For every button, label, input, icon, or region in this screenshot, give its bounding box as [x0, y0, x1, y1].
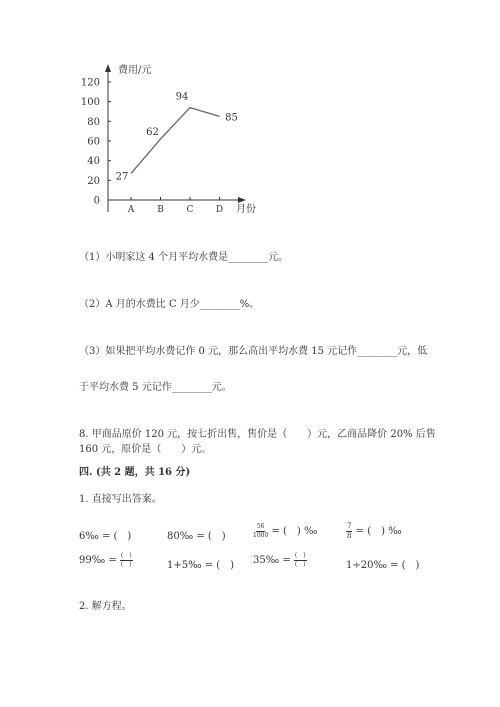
x-axis-label: 月份: [236, 204, 256, 215]
fraction-56-1000: $\frac{56}{1000}$: [253, 523, 269, 539]
question-8-line-1: 8. 甲商品原价 120 元，按七折出售，售价是（ ）元，乙商品降价 20% 后售: [79, 429, 436, 440]
question-3-line-1: （3）如果把平均水费记作 0 元，那么高出平均水费 15 元记作________元，低: [79, 346, 428, 357]
x-tick-label: D: [215, 205, 224, 215]
x-axis-arrow: [238, 197, 246, 203]
x-tick-label: B: [157, 205, 164, 215]
data-label: 85: [225, 112, 238, 124]
series-line: [131, 108, 220, 174]
y-tick-label: 120: [80, 77, 100, 89]
section-4-item-2: 2. 解方程。: [79, 601, 132, 612]
data-label: 27: [115, 171, 129, 183]
y-tick-label: 80: [87, 116, 100, 128]
y-tick-label: 60: [87, 136, 100, 148]
y-tick-label: 20: [87, 175, 100, 187]
section-4-heading: 四. (共 2 题，共 16 分): [79, 467, 191, 478]
answer-99-permille: 99‰ = $\frac{( )}{( )}$: [79, 552, 132, 568]
question-1: （1）小明家这 4 个月平均水费是________元。: [79, 252, 289, 263]
y-axis-arrow: [105, 64, 111, 72]
y-tick-label: 100: [80, 97, 100, 109]
data-label: 62: [146, 127, 159, 139]
fraction-blank-99: $\frac{( )}{( )}$: [120, 552, 132, 568]
data-label: 94: [175, 91, 189, 103]
answer-35-permille: 35‰ = $\frac{( )}{( )}$: [253, 552, 306, 568]
answer-1-div-20-permille: 1÷20‰ = ( ): [346, 560, 420, 571]
question-2: （2）A 月的水费比 C 月少________%。: [79, 299, 260, 310]
answer-fraction-7-8: $\frac{7}{8}$ = ( ) ‰: [347, 522, 402, 540]
y-tick-label: 40: [87, 156, 100, 168]
fraction-blank-35: $\frac{( )}{( )}$: [294, 552, 306, 568]
question-3-line-2: 于平均水费 5 元记作________元。: [79, 382, 232, 393]
x-tick-label: A: [127, 205, 135, 215]
x-tick-label: C: [186, 205, 194, 215]
y-axis-label: 费用/元: [118, 65, 152, 76]
fraction-7-8: $\frac{7}{8}$: [347, 522, 352, 540]
answer-fraction-56-1000: $\frac{56}{1000}$ = ( ) ‰: [253, 523, 318, 539]
y-ticks: [81, 78, 111, 207]
answer-6-permille: 6‰ = ( ): [79, 531, 132, 542]
line-chart: [0, 0, 500, 230]
y-tick-label: 0: [93, 195, 100, 207]
question-8-line-2: 160 元，原价是（ ）元。: [79, 444, 212, 455]
section-4-item-1: 1. 直接写出答案。: [79, 494, 162, 505]
answer-1-plus-5-permille: 1+5‰ = ( ): [167, 560, 235, 571]
data-labels: [116, 92, 238, 183]
answer-80-permille: 80‰ = ( ): [167, 531, 226, 542]
